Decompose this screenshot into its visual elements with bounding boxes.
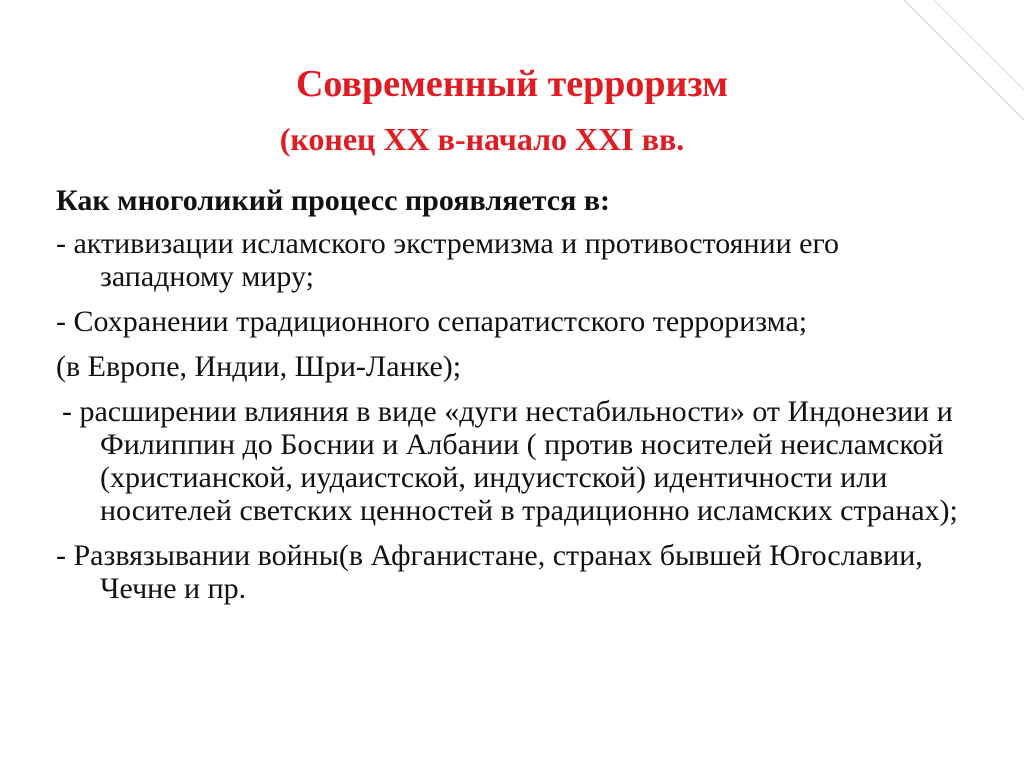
slide-body xyxy=(56,184,966,617)
slide-subtitle: (конец XX в-начало XXI вв. xyxy=(279,121,685,157)
paragraph-regions: (в Европе, Индии, Шри-Ланке); xyxy=(56,350,462,383)
slide-title: Современный терроризм xyxy=(295,63,729,105)
body-heading: Как многоликий процесс проявляется в: xyxy=(56,184,611,217)
paragraph-wars: - Развязывании войны(в Афганистане, странах бывшей Югославии, Чечне и пр. xyxy=(56,539,923,605)
slide-title-block xyxy=(0,58,1024,162)
paragraph-separatist-terrorism: - Сохранении традиционного сепаратистского терроризма; xyxy=(56,305,808,338)
paragraph-arc-of-instability: - расширении влияния в виде «дуги нестабильности» от Индонезии и Филиппин до Боснии и Албании ( против носителей неисламской (христианской, иудаистской, индуистской) идентичности или носителей светских ценностей в традиционно исламских странах); xyxy=(62,395,958,527)
paragraph-islamic-extremism: - активизации исламского экстремизма и противостоянии его западному миру; xyxy=(56,227,840,293)
